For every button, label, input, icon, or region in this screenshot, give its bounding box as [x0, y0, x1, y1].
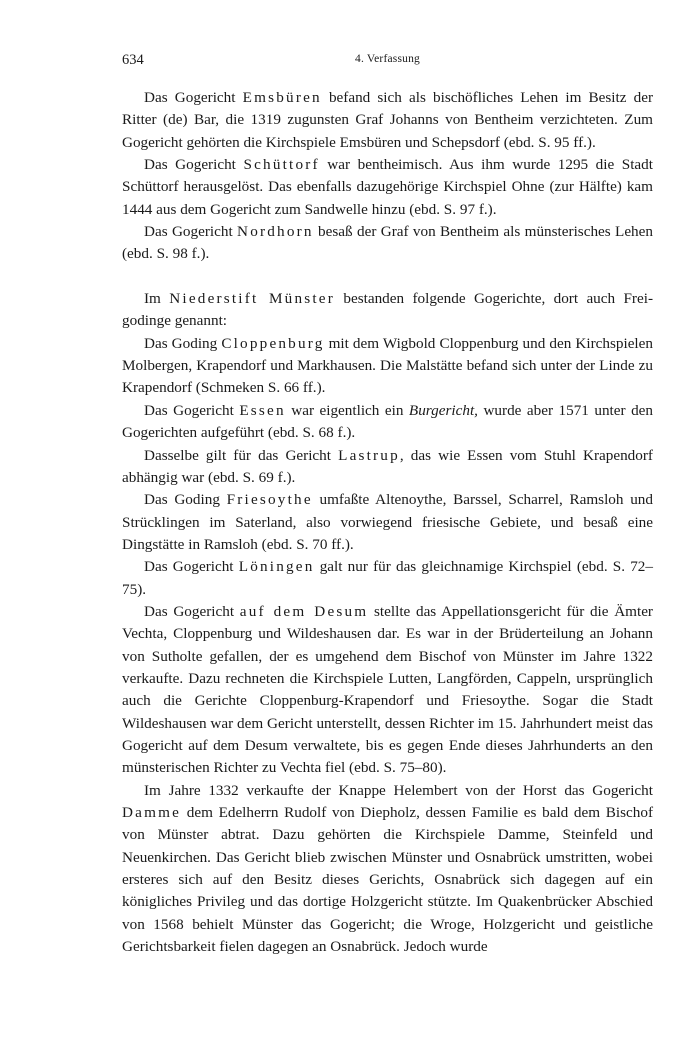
spaced-term: Essen: [239, 401, 286, 419]
spaced-term: Lastrup: [338, 446, 400, 464]
paragraph-lastrup: Dasselbe gilt für das Gericht Lastrup, das wie Essen vom Stuhl Krapendorf abhängig war (ebd. S. 69 f.).: [122, 446, 653, 486]
body-text: [122, 87, 653, 958]
paragraph-schuettorf: Das Gogericht Schüttorf war bentheimisch. Aus ihm wurde 1295 die Stadt Schüttorf herausgelöst. Das ebenfalls dazugehörige Kirchspiel Ohne (zur Hälfte) kam 1444 aus dem Gogericht zum Sandwelle hinzu (ebd. S. 97 f.).: [122, 156, 653, 218]
page-header: [122, 52, 653, 72]
paragraph-damme: Im Jahre 1332 verkaufte der Knappe Helembert von der Horst das Gogericht Damme dem Edelherrn Rudolf von Diepholz, dessen Familie es bald dem Bischof von Münster abtrat. Dazu gehörten die Kirchspiele Damme, Steinfeld und Neuenkirchen. Das Gericht blieb zwischen Münster und Osnabrück umstritten, wobei ersteres sich auf den Besitz dieses Gerichts, Osnabrück sich dagegen auf ein königliches Privileg und das dortige Holzgericht stützte. Im Quakenbrücker Abschied von 1568 behielt Münster das Gogericht; die Wroge, Holzgericht und geistliche Gerichtsbarkeit fielen dagegen an Osnabrück. Jedoch wurde: [122, 781, 653, 956]
paragraph-cloppenburg: Das Goding Cloppenburg mit dem Wigbold Cloppenburg und den Kirchspielen Molbergen, Krapendorf und Markhausen. Die Malstätte befand sich unter der Linde zu Krapendorf (Schmeken S. 66 ff.).: [122, 334, 653, 397]
paragraph-desum: Das Gogericht auf dem Desum stellte das Appellationsgericht für die Ämter Vechta, Cloppenburg und Wildeshausen dar. Es war in der Brüderteilung an Johann von Sutholte gefallen, der es umgehend dem Bischof von Münster im Jahre 1322 verkaufte. Dazu rechneten die Kirchspiele Lutten, Langförden, Cappeln, ursprünglich auch die Gerichte Cloppenburg-Krapendorf und Friesoythe. Sogar die Stadt Wildeshausen war dem Gericht unterstellt, dessen Richter im 15. Jahrhundert meist das Gogericht auf dem Desum verwaltete, bis es gegen Ende dieses Jahrhunderts an den münsterischen Richter zu Vechta fiel (ebd. S. 75–80).: [122, 602, 653, 777]
spaced-term: Damme: [122, 804, 182, 821]
spaced-term: auf dem Desum: [239, 602, 369, 620]
paragraph-friesoythe: Das Goding Friesoythe umfaßte Altenoythe, Barssel, Scharrel, Ramsloh und Strücklingen im Saterland, also vorwiegend friesische Gebiete, und besaß eine Dingstätte in Ramsloh (ebd. S. 70 ff.).: [122, 491, 653, 553]
spaced-term: Löningen: [238, 558, 315, 576]
spaced-term: Nordhorn: [237, 223, 314, 241]
paragraph-loeningen: Das Gogericht Löningen galt nur für das gleichnamige Kirchspiel (ebd. S. 72–75).: [122, 558, 653, 598]
spaced-term: Emsbüren: [242, 89, 322, 106]
paragraph-essen: Das Gogericht Essen war eigentlich ein Burgericht, wurde aber 1571 unter den Gogerichten aufgeführt (ebd. S. 68 f.).: [122, 401, 653, 442]
running-head: 4. Verfassung: [355, 53, 420, 65]
paragraph-niederstift: Im Niederstift Münster bestanden folgende Gogerichte, dort auch Freigodinge genannt:: [122, 290, 654, 330]
spaced-term: Schüttorf: [243, 156, 320, 174]
italic-term: Burgericht,: [408, 401, 478, 419]
spaced-term: Niederstift Münster: [169, 290, 335, 308]
paragraph-emsbueren: Das Gogericht Emsbüren befand sich als bischöfliches Lehen im Besitz der Ritter (de) Bar, die 1319 zugunsten Graf Johanns von Bentheim verzichteten. Zum Gogericht gehörten die Kirchspiele Emsbüren und Schepsdorf (ebd. S. 95 ff.).: [122, 89, 653, 151]
paragraph-nordhorn: Das Gogericht Nordhorn besaß der Graf von Bentheim als münsterisches Lehen (ebd. S. 98 f.).: [122, 223, 653, 263]
page-number: 634: [122, 52, 144, 68]
spaced-term: Friesoythe: [226, 491, 313, 509]
spaced-term: Cloppenburg: [221, 334, 325, 352]
